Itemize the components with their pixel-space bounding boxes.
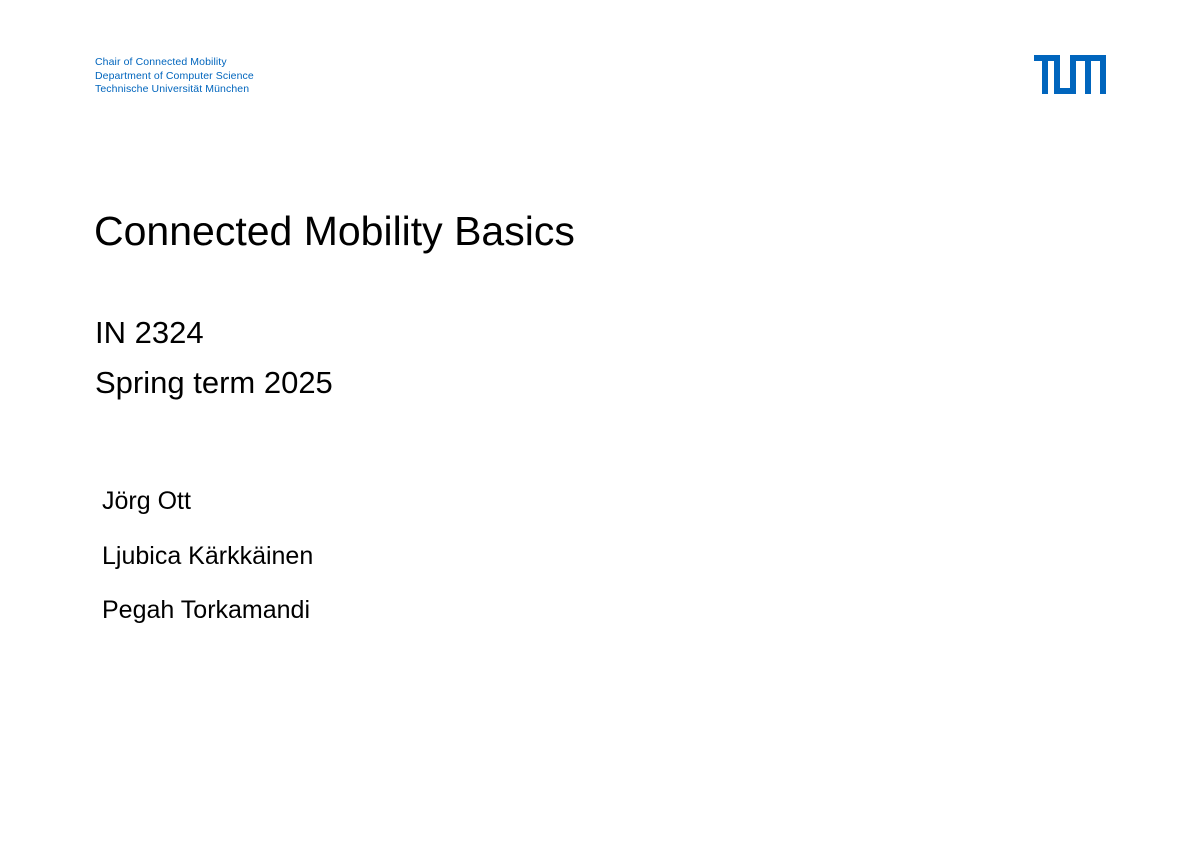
tum-logo-icon: [1034, 55, 1106, 94]
slide-title: Connected Mobility Basics: [94, 208, 575, 254]
affiliation-department: Department of Computer Science: [95, 69, 254, 82]
course-code: IN 2324: [95, 315, 204, 350]
course-term: Spring term 2025: [95, 365, 333, 400]
author-name: Ljubica Kärkkäinen: [102, 541, 314, 570]
affiliation-block: [95, 56, 254, 97]
author-name: Jörg Ott: [102, 487, 191, 515]
author-list: [102, 474, 313, 638]
course-info: [95, 308, 333, 408]
author-name: Pegah Torkamandi: [102, 596, 311, 624]
affiliation-university: Technische Universität München: [95, 83, 250, 95]
affiliation-chair: Chair of Connected Mobility: [95, 56, 227, 68]
